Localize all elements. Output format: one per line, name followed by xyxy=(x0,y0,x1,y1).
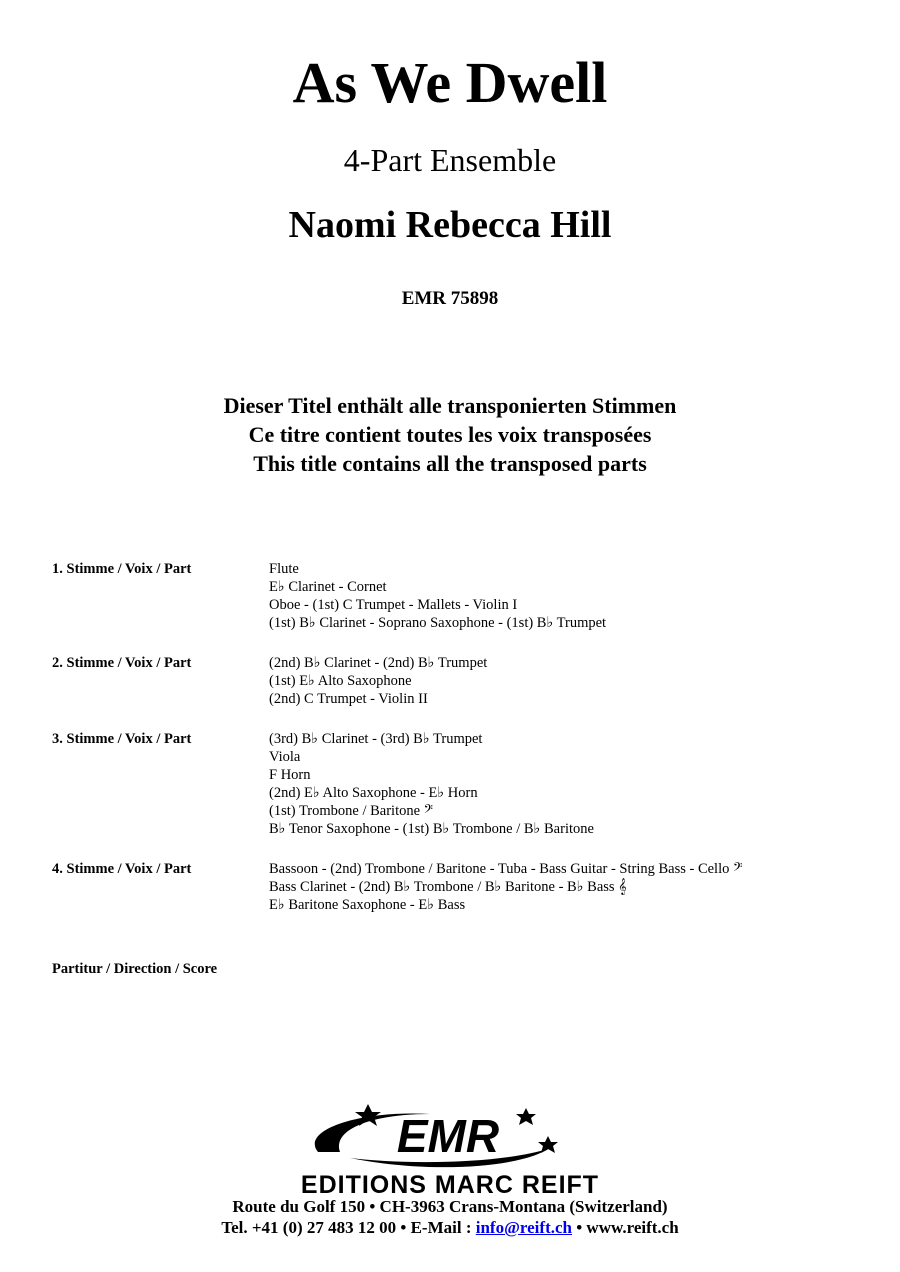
star-icon xyxy=(538,1136,558,1153)
instrument-line: Oboe - (1st) C Trumpet - Mallets - Violin I xyxy=(269,597,518,613)
transposition-notice xyxy=(0,391,900,478)
score-label: Partitur / Direction / Score xyxy=(52,961,218,977)
part-group-2 xyxy=(52,654,852,708)
composer-name: Naomi Rebecca Hill xyxy=(288,204,612,246)
part-group-4 xyxy=(52,860,852,914)
star-icon xyxy=(516,1108,536,1125)
part-instruments xyxy=(269,860,852,914)
instrument-line: (2nd) C Trumpet - Violin II xyxy=(269,691,428,707)
email-link[interactable]: info@reift.ch xyxy=(475,1218,572,1237)
part-instruments xyxy=(269,654,852,708)
website-text: • www.reift.ch xyxy=(571,1218,679,1237)
publisher-contact xyxy=(0,1217,900,1239)
part-label: 2. Stimme / Voix / Part xyxy=(52,655,192,671)
instrument-line: E♭ Clarinet - Cornet xyxy=(269,579,387,595)
notice-english: This title contains all the transposed parts xyxy=(253,451,647,476)
instrument-line: (2nd) B♭ Clarinet - (2nd) B♭ Trumpet xyxy=(269,655,488,671)
instrument-line: Bassoon - (2nd) Trombone / Baritone - Tuba - Bass Guitar - String Bass - Cello 𝄢 xyxy=(269,861,743,877)
ensemble-subtitle: 4-Part Ensemble xyxy=(343,142,557,178)
instrument-line: Flute xyxy=(269,561,299,577)
part-instruments xyxy=(269,560,852,632)
instrument-line: (3rd) B♭ Clarinet - (3rd) B♭ Trumpet xyxy=(269,731,483,747)
instrument-line: B♭ Tenor Saxophone - (1st) B♭ Trombone / B♭ Baritone xyxy=(269,821,594,837)
part-label: 4. Stimme / Voix / Part xyxy=(52,861,192,877)
parts-list xyxy=(52,560,852,936)
part-instruments xyxy=(269,730,852,838)
publisher-address: Route du Golf 150 • CH-3963 Crans-Montana (Switzerland) xyxy=(232,1197,668,1216)
instrument-line: Viola xyxy=(269,749,301,765)
notice-french: Ce titre contient toutes les voix transposées xyxy=(248,422,652,447)
notice-german: Dieser Titel enthält alle transponierten Stimmen xyxy=(223,393,677,418)
emr-logo xyxy=(240,1100,660,1200)
score-title: As We Dwell xyxy=(292,50,608,115)
part-group-3 xyxy=(52,730,852,838)
logo-letters: EMR xyxy=(396,1110,500,1162)
instrument-line: (1st) E♭ Alto Saxophone xyxy=(269,673,412,689)
instrument-line: (1st) Trombone / Baritone 𝄢 xyxy=(269,803,433,819)
part-label: 3. Stimme / Voix / Part xyxy=(52,731,192,747)
phone-text: Tel. +41 (0) 27 483 12 00 • E-Mail : xyxy=(221,1218,476,1237)
part-label: 1. Stimme / Voix / Part xyxy=(52,561,192,577)
instrument-line: (2nd) E♭ Alto Saxophone - E♭ Horn xyxy=(269,785,478,801)
catalog-number: EMR 75898 xyxy=(401,288,499,309)
instrument-line: Bass Clarinet - (2nd) B♭ Trombone / B♭ Baritone - B♭ Bass 𝄞 xyxy=(269,879,627,895)
publisher-name: EDITIONS MARC REIFT xyxy=(300,1171,600,1199)
part-group-1 xyxy=(52,560,852,632)
instrument-line: E♭ Baritone Saxophone - E♭ Bass xyxy=(269,897,466,913)
instrument-line: (1st) B♭ Clarinet - Soprano Saxophone - (1st) B♭ Trumpet xyxy=(269,615,607,631)
instrument-line: F Horn xyxy=(269,767,311,783)
